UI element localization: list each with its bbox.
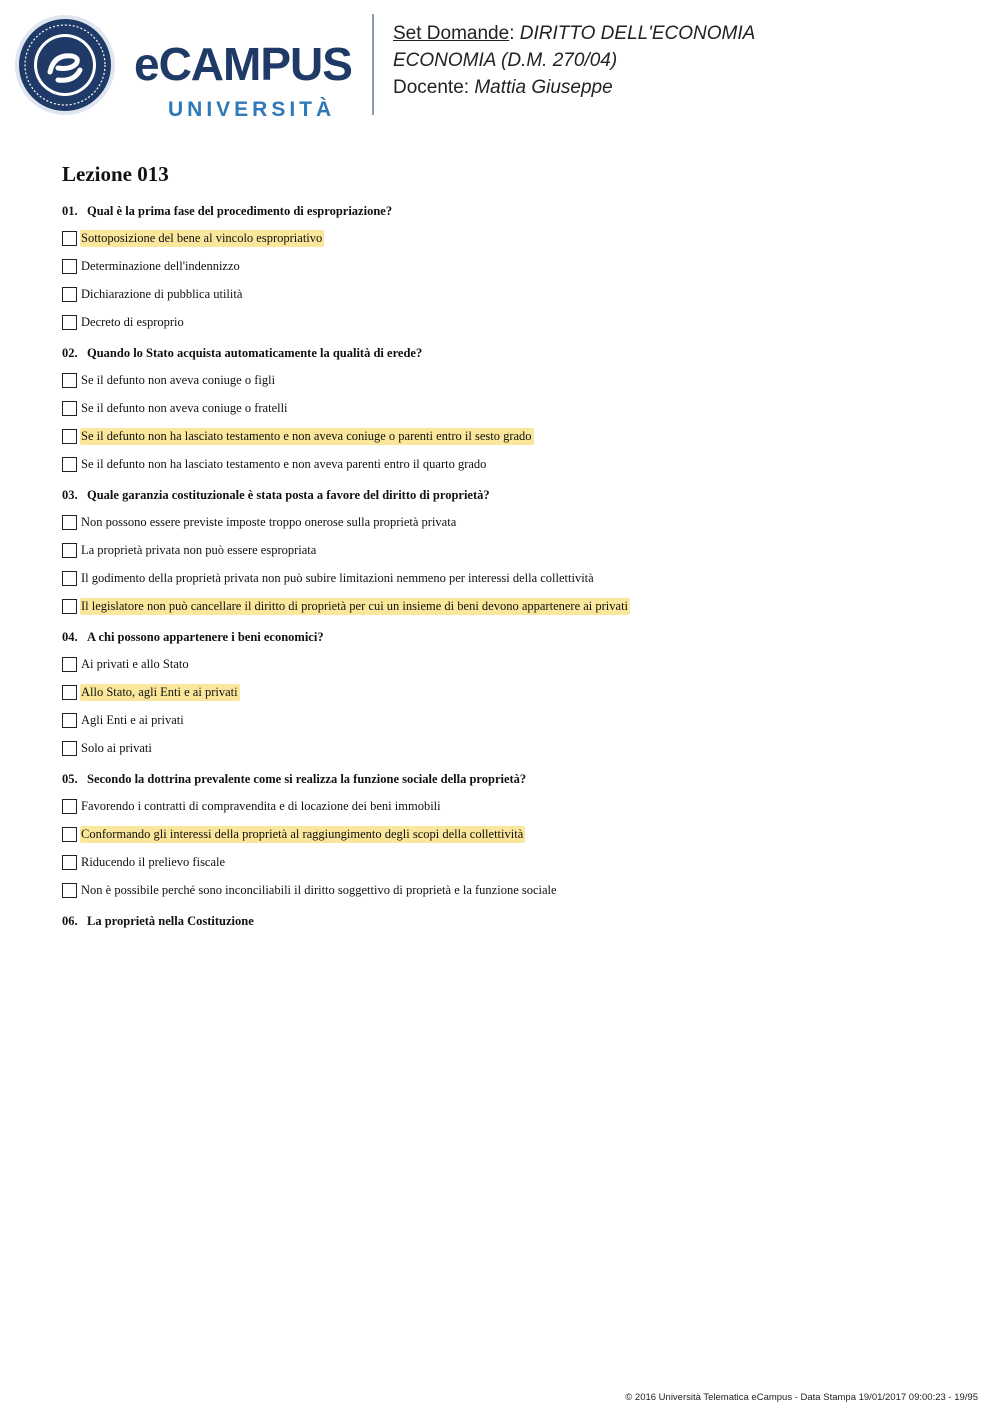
checkbox[interactable] xyxy=(62,685,77,700)
answer-text: Non possono essere previste imposte troppo onerose sulla proprietà privata xyxy=(81,514,457,529)
checkbox[interactable] xyxy=(62,259,77,274)
question-number: 01. xyxy=(62,204,78,218)
answer-option[interactable] xyxy=(62,797,942,815)
checkbox[interactable] xyxy=(62,429,77,444)
course-header: Set Domande: DIRITTO DELL'ECONOMIA ECONOMIA (D.M. 270/04) Docente: Mattia Giuseppe xyxy=(393,20,813,101)
course-line-1: DIRITTO DELL'ECONOMIA xyxy=(519,23,756,44)
checkbox[interactable] xyxy=(62,713,77,728)
answer-option[interactable] xyxy=(62,513,942,531)
answer-text: Se il defunto non aveva coniuge o figli xyxy=(81,372,276,387)
question-text: 04. A chi possono appartenere i beni economici? xyxy=(62,630,324,644)
answer-text: Non è possibile perché sono inconciliabili il diritto soggettivo di proprietà e la funzione sociale xyxy=(81,882,557,897)
answer-text: Se il defunto non ha lasciato testamento e non aveva parenti entro il quarto grado xyxy=(81,456,487,471)
answer-text-correct: Se il defunto non ha lasciato testamento e non aveva coniuge o parenti entro il sesto grado xyxy=(81,428,532,443)
answer-option[interactable] xyxy=(62,399,942,417)
answer-text-correct: Allo Stato, agli Enti e ai privati xyxy=(81,684,238,699)
answer-text: Dichiarazione di pubblica utilità xyxy=(81,286,243,301)
answer-text: Il godimento della proprietà privata non può subire limitazioni nemmeno per interessi della collettività xyxy=(81,570,594,585)
checkbox[interactable] xyxy=(62,855,77,870)
question-text: 01. Qual è la prima fase del procedimento di espropriazione? xyxy=(62,204,393,218)
answer-option[interactable] xyxy=(62,541,942,559)
checkbox[interactable] xyxy=(62,827,77,842)
checkbox[interactable] xyxy=(62,457,77,472)
answer-option[interactable] xyxy=(62,853,942,871)
question-text: 05. Secondo la dottrina prevalente come si realizza la funzione sociale della proprietà? xyxy=(62,772,527,786)
question-number: 05. xyxy=(62,772,78,786)
question-block xyxy=(62,913,942,929)
answer-text: La proprietà privata non può essere espropriata xyxy=(81,542,317,557)
checkbox[interactable] xyxy=(62,401,77,416)
checkbox[interactable] xyxy=(62,231,77,246)
answer-text: Ai privati e allo Stato xyxy=(81,656,189,671)
answer-text-correct: Sottoposizione del bene al vincolo espropriativo xyxy=(81,230,323,245)
question-block xyxy=(62,345,942,473)
checkbox[interactable] xyxy=(62,543,77,558)
answer-text: Se il defunto non aveva coniuge o fratelli xyxy=(81,400,288,415)
question-text: 06. La proprietà nella Costituzione xyxy=(62,914,254,928)
answer-option[interactable] xyxy=(62,569,942,587)
answer-option[interactable] xyxy=(62,313,942,331)
checkbox[interactable] xyxy=(62,515,77,530)
checkbox[interactable] xyxy=(62,883,77,898)
answer-text: Decreto di esproprio xyxy=(81,314,184,329)
checkbox[interactable] xyxy=(62,599,77,614)
answer-option[interactable] xyxy=(62,683,942,701)
answer-option[interactable] xyxy=(62,597,942,615)
brand-wordmark xyxy=(134,40,359,120)
header-divider xyxy=(372,14,374,115)
answer-text: Riducendo il prelievo fiscale xyxy=(81,854,226,869)
answer-option[interactable] xyxy=(62,739,942,757)
question-block xyxy=(62,629,942,757)
question-text: 02. Quando lo Stato acquista automaticamente la qualità di erede? xyxy=(62,346,423,360)
answer-option[interactable] xyxy=(62,881,942,899)
answer-option[interactable] xyxy=(62,655,942,673)
question-text: 03. Quale garanzia costituzionale è stata posta a favore del diritto di proprietà? xyxy=(62,488,490,502)
lesson-title: Lezione 013 xyxy=(62,162,169,186)
answer-text: Agli Enti e ai privati xyxy=(81,712,184,727)
answer-option[interactable] xyxy=(62,825,942,843)
page-footer: © 2016 Università Telematica eCampus - Data Stampa 19/01/2017 09:00:23 - 19/95 xyxy=(625,1392,978,1403)
checkbox[interactable] xyxy=(62,741,77,756)
course-line-2: ECONOMIA (D.M. 270/04) xyxy=(393,50,618,71)
answer-text: Favorendo i contratti di compravendita e di locazione dei beni immobili xyxy=(81,798,441,813)
brand-name: eCAMPUS xyxy=(134,38,352,90)
question-block xyxy=(62,203,942,331)
answer-text-correct: Conformando gli interessi della proprietà al raggiungimento degli scopi della collettività xyxy=(81,826,524,841)
question-block xyxy=(62,487,942,615)
question-number: 06. xyxy=(62,914,78,928)
checkbox[interactable] xyxy=(62,287,77,302)
teacher-name: Mattia Giuseppe xyxy=(474,77,613,98)
question-number: 02. xyxy=(62,346,78,360)
university-seal-icon xyxy=(14,14,116,116)
answer-option[interactable] xyxy=(62,229,942,247)
checkbox[interactable] xyxy=(62,799,77,814)
question-number: 04. xyxy=(62,630,78,644)
brand-subtitle: UNIVERSITÀ xyxy=(168,98,336,121)
answer-option[interactable] xyxy=(62,711,942,729)
answer-text: Determinazione dell'indennizzo xyxy=(81,258,240,273)
ecampus-logo xyxy=(14,14,359,121)
checkbox[interactable] xyxy=(62,315,77,330)
checkbox[interactable] xyxy=(62,373,77,388)
question-list xyxy=(62,203,942,943)
checkbox[interactable] xyxy=(62,657,77,672)
answer-text: Solo ai privati xyxy=(81,740,152,755)
answer-option[interactable] xyxy=(62,371,942,389)
answer-option[interactable] xyxy=(62,285,942,303)
teacher-label: Docente: xyxy=(393,77,470,98)
set-label: Set Domande xyxy=(393,23,510,44)
answer-text-correct: Il legislatore non può cancellare il diritto di proprietà per cui un insieme di beni devono appartenere ai privati xyxy=(81,598,629,613)
answer-option[interactable] xyxy=(62,427,942,445)
checkbox[interactable] xyxy=(62,571,77,586)
question-block xyxy=(62,771,942,899)
question-number: 03. xyxy=(62,488,78,502)
answer-option[interactable] xyxy=(62,455,942,473)
answer-option[interactable] xyxy=(62,257,942,275)
